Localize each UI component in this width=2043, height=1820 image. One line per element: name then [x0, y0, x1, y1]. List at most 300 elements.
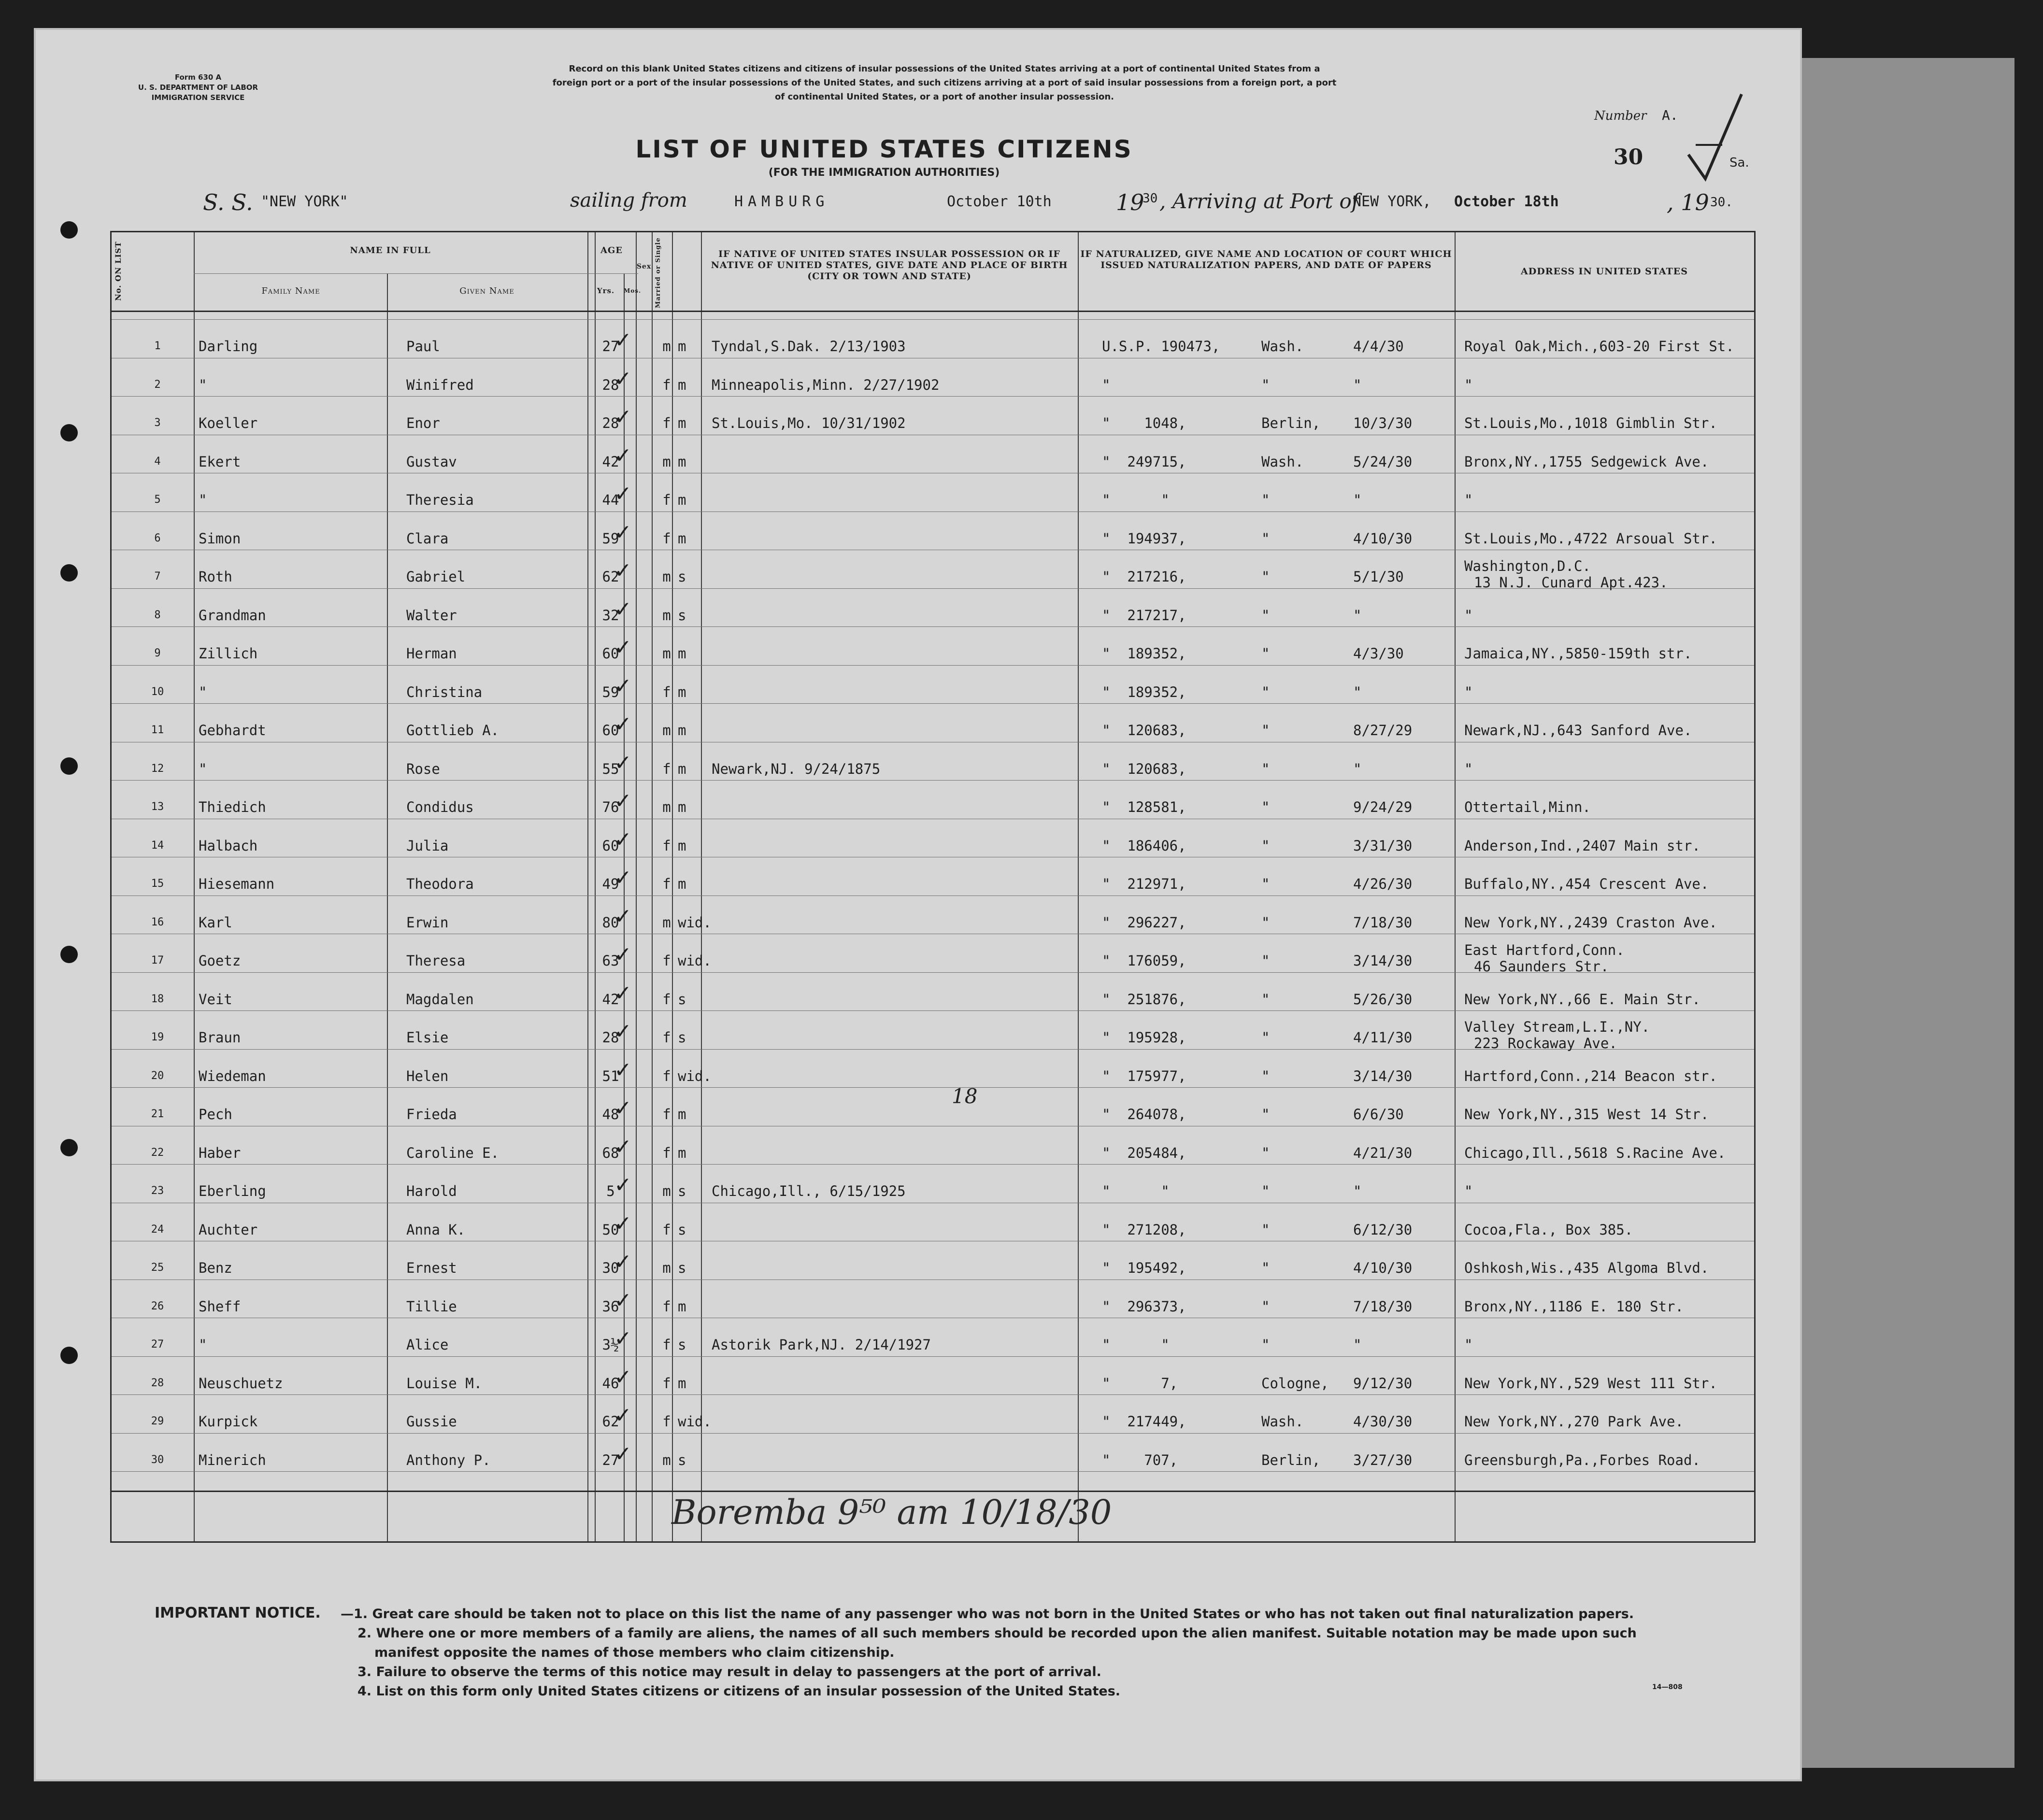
cell-addr2: 223 Rockaway Ave. [1474, 1035, 1617, 1052]
number-label: Number [1594, 109, 1647, 123]
cell-sex: f [662, 953, 671, 969]
col-address: ADDRESS IN UNITED STATES [1521, 266, 1688, 277]
cell-nat-date: 4/21/30 [1353, 1144, 1413, 1161]
cell-nat-num: " 194937, [1102, 530, 1186, 547]
cell-family: Haber [199, 1144, 241, 1161]
cell-nat-court: Berlin, [1261, 1451, 1321, 1468]
cell-addr2: 46 Saunders Str. [1474, 958, 1609, 975]
cell-addr1: " [1464, 1337, 1473, 1353]
cell-nat-date: 4/3/30 [1353, 645, 1404, 662]
cell-marital: m [678, 799, 686, 815]
cell-nat-num: " 296227, [1102, 914, 1186, 931]
cell-given: Christina [406, 683, 483, 700]
cell-nat-court: " [1261, 492, 1270, 508]
cell-addr1: Cocoa,Fla., Box 385. [1464, 1221, 1633, 1238]
record-line: Record on this blank United States citizens and citizens of insular possessions of the United States arriving at a port of continental United States from a [569, 64, 1320, 74]
col-no-on-list: No. ON LIST [114, 241, 123, 301]
cell-no: 12 [151, 762, 164, 775]
cell-nat-court: " [1261, 683, 1270, 700]
punch-hole [60, 1139, 78, 1156]
cell-yrs: 62 [602, 1413, 619, 1430]
cell-family: Darling [199, 338, 258, 355]
check-mark-icon: ✓ [614, 904, 632, 929]
cell-nat-date: 4/10/30 [1353, 530, 1413, 547]
departure-date: October 10th [947, 193, 1052, 210]
cell-given: Gustav [406, 453, 457, 470]
cell-nat-num: " 264078, [1102, 1106, 1186, 1123]
sheet-suffix: Sa. [1729, 156, 1749, 170]
cell-addr1: Bronx,NY.,1186 E. 180 Str. [1464, 1298, 1684, 1315]
cell-marital: s [678, 991, 686, 1008]
cell-addr1: Oshkosh,Wis.,435 Algoma Blvd. [1464, 1260, 1709, 1276]
col-name-in-full: NAME IN FULL [350, 245, 431, 256]
cell-given: Winifred [406, 376, 474, 393]
cell-family: Simon [199, 530, 241, 547]
cell-no: 11 [151, 724, 164, 736]
cell-no: 17 [151, 954, 164, 967]
cell-nat-num: " 195928, [1102, 1029, 1186, 1046]
cell-marital: m [678, 837, 686, 854]
cell-nat-date: 3/14/30 [1353, 1067, 1413, 1084]
check-mark-icon: ✓ [614, 981, 632, 1006]
cell-given: Frieda [406, 1106, 457, 1123]
cell-family: " [199, 1337, 207, 1353]
cell-nat-date: 10/3/30 [1353, 415, 1413, 431]
cell-birth: Tyndal,S.Dak. 2/13/1903 [712, 338, 906, 355]
cell-nat-date: 4/4/30 [1353, 338, 1404, 355]
notice-item-3: 3. Failure to observe the terms of this notice may result in delay to passengers at the port of arrival. [357, 1664, 1101, 1679]
cell-nat-court: Cologne, [1261, 1375, 1329, 1392]
form-code: 14—808 [1652, 1683, 1683, 1691]
cell-marital: m [678, 492, 686, 508]
cell-yrs: 76 [602, 799, 619, 815]
cell-birth: Newark,NJ. 9/24/1875 [712, 760, 881, 777]
cell-marital: s [678, 1451, 686, 1468]
cell-nat-court: " [1261, 1221, 1270, 1238]
check-mark-icon: ✓ [614, 942, 632, 967]
cell-birth: Chicago,Ill., 6/15/1925 [712, 1183, 906, 1199]
check-mark-icon: ✓ [614, 1211, 632, 1236]
cell-yrs: 80 [602, 914, 619, 931]
cell-marital: wid. [678, 1067, 712, 1084]
cell-no: 1 [154, 340, 161, 352]
cell-nat-date: 4/10/30 [1353, 1260, 1413, 1276]
cell-no: 27 [151, 1338, 164, 1351]
cell-nat-num: " 251876, [1102, 991, 1186, 1008]
cell-nat-num: " " [1102, 1337, 1170, 1353]
punch-hole [60, 424, 78, 441]
cell-nat-date: 6/6/30 [1353, 1106, 1404, 1123]
cell-marital: wid. [678, 953, 712, 969]
cell-given: Paul [406, 338, 440, 355]
cell-no: 5 [154, 494, 161, 506]
cell-sex: m [662, 1183, 671, 1199]
cell-nat-court: " [1261, 1067, 1270, 1084]
cell-sex: f [662, 1413, 671, 1430]
check-mark-icon: ✓ [614, 482, 632, 506]
check-mark-icon: ✓ [614, 1441, 632, 1466]
cell-given: Anna K. [406, 1221, 466, 1238]
cell-nat-court: " [1261, 799, 1270, 815]
col-birth-place: IF NATIVE OF UNITED STATES INSULAR POSSESSION OR IF NATIVE OF UNITED STATES, GIVE DATE AND PLACE OF BIRTH (CITY OR TOWN AND STATE) [711, 249, 1068, 282]
cell-family: Minerich [199, 1451, 266, 1468]
cell-nat-date: 4/11/30 [1353, 1029, 1413, 1046]
cell-yrs: 3½ [602, 1337, 619, 1353]
cell-nat-date: 5/26/30 [1353, 991, 1413, 1008]
cell-family: Gebhardt [199, 722, 266, 739]
cell-addr1: Bronx,NY.,1755 Sedgewick Ave. [1464, 453, 1709, 470]
cell-nat-num: " " [1102, 1183, 1170, 1199]
ship-name: "NEW YORK" [261, 193, 348, 210]
cell-sex: f [662, 1298, 671, 1315]
cell-nat-court: " [1261, 645, 1270, 662]
cell-family: Pech [199, 1106, 232, 1123]
cell-nat-num: " 195492, [1102, 1260, 1186, 1276]
cell-marital: m [678, 1106, 686, 1123]
cell-given: Caroline E. [406, 1144, 500, 1161]
cell-no: 28 [151, 1377, 164, 1389]
cell-nat-court: " [1261, 1298, 1270, 1315]
cell-addr1: New York,NY.,529 West 111 Str. [1464, 1375, 1717, 1392]
cell-no: 23 [151, 1185, 164, 1197]
cell-no: 14 [151, 839, 164, 852]
cell-yrs: 36 [602, 1298, 619, 1315]
cell-yrs: 30 [602, 1260, 619, 1276]
cell-family: " [199, 760, 207, 777]
cell-marital: m [678, 338, 686, 355]
cell-yrs: 44 [602, 492, 619, 508]
cell-given: Theodora [406, 876, 474, 892]
cell-no: 6 [154, 532, 161, 544]
cell-addr1: Greensburgh,Pa.,Forbes Road. [1464, 1451, 1700, 1468]
cell-marital: wid. [678, 1413, 712, 1430]
cell-nat-court: " [1261, 1260, 1270, 1276]
cell-yrs: 48 [602, 1106, 619, 1123]
cell-no: 10 [151, 685, 164, 698]
cell-marital: s [678, 607, 686, 624]
cell-yrs: 60 [602, 722, 619, 739]
cell-given: Ernest [406, 1260, 457, 1276]
cell-nat-num: " 186406, [1102, 837, 1186, 854]
cell-yrs: 60 [602, 837, 619, 854]
cell-marital: s [678, 1029, 686, 1046]
cell-given: Gottlieb A. [406, 722, 500, 739]
col-age: AGE [600, 245, 623, 256]
cell-addr2: 13 N.J. Cunard Apt.423. [1474, 574, 1668, 591]
check-mark-icon: ✓ [614, 328, 632, 353]
cell-nat-date: 6/12/30 [1353, 1221, 1413, 1238]
cell-nat-date: 8/27/29 [1353, 722, 1413, 739]
check-mark-icon: ✓ [614, 597, 632, 622]
check-mark-icon: ✓ [614, 1288, 632, 1313]
check-mark-icon: ✓ [614, 750, 632, 775]
cell-sex: f [662, 837, 671, 854]
record-instructions [386, 62, 1502, 104]
punch-hole [60, 1347, 78, 1364]
cell-given: Erwin [406, 914, 449, 931]
cell-nat-date: 7/18/30 [1353, 1298, 1413, 1315]
cell-nat-court: " [1261, 876, 1270, 892]
cell-nat-date: " [1353, 607, 1362, 624]
form-number: Form 630 A [174, 73, 222, 82]
cell-nat-date: 4/26/30 [1353, 876, 1413, 892]
departure-port: HAMBURG [734, 193, 829, 210]
cell-sex: f [662, 1067, 671, 1084]
check-mark-icon: ✓ [614, 1326, 632, 1351]
cell-birth: St.Louis,Mo. 10/31/1902 [712, 415, 906, 431]
cell-no: 18 [151, 993, 164, 1005]
cell-no: 15 [151, 878, 164, 890]
arrival-port: NEW YORK, [1353, 193, 1431, 210]
cell-given: Condidus [406, 799, 474, 815]
cell-nat-num: " [1102, 376, 1111, 393]
cell-yrs: 68 [602, 1144, 619, 1161]
cell-yrs: 27 [602, 1451, 619, 1468]
cell-nat-court: " [1261, 1106, 1270, 1123]
record-line: of continental United States, or a port of another insular possession. [775, 92, 1114, 102]
number-value: A. [1662, 107, 1678, 123]
cell-no: 25 [151, 1262, 164, 1274]
cell-yrs: 50 [602, 1221, 619, 1238]
cell-given: Enor [406, 415, 440, 431]
cell-nat-date: 5/1/30 [1353, 569, 1404, 585]
cell-nat-date: " [1353, 1183, 1362, 1199]
col-sex: Sex [636, 263, 652, 270]
cell-sex: m [662, 453, 671, 470]
cell-given: Helen [406, 1067, 449, 1084]
check-mark-icon: ✓ [614, 366, 632, 391]
cell-marital: m [678, 1375, 686, 1392]
cell-addr1: " [1464, 1183, 1473, 1199]
cell-addr1: Royal Oak,Mich.,603-20 First St. [1464, 338, 1734, 355]
cell-nat-num: " 271208, [1102, 1221, 1186, 1238]
cell-nat-court: Wash. [1261, 453, 1304, 470]
inspector-stamp: Boremba 9⁵⁰ am 10/18/30 [671, 1493, 1112, 1532]
cell-yrs: 27 [602, 338, 619, 355]
cell-family: " [199, 492, 207, 508]
cell-given: Clara [406, 530, 449, 547]
cell-given: Harold [406, 1183, 457, 1199]
check-mark-icon: ✓ [614, 405, 632, 429]
cell-nat-court: Berlin, [1261, 415, 1321, 431]
notice-item-2-cont: manifest opposite the names of those members who claim citizenship. [374, 1645, 895, 1660]
cell-nat-court: " [1261, 569, 1270, 585]
cell-nat-court: " [1261, 1144, 1270, 1161]
cell-nat-num: " 249715, [1102, 453, 1186, 470]
notice-heading: IMPORTANT NOTICE. [155, 1605, 321, 1621]
cell-nat-num: " 217216, [1102, 569, 1186, 585]
sailing-label: sailing from [570, 189, 687, 212]
check-mark-icon: ✓ [614, 1134, 632, 1159]
cell-no: 21 [151, 1108, 164, 1120]
departure-year: 30 [1143, 191, 1158, 206]
cell-addr1: New York,NY.,270 Park Ave. [1464, 1413, 1684, 1430]
cell-family: Wiedeman [199, 1067, 266, 1084]
arrival-date: October 18th [1454, 193, 1559, 210]
cell-addr1: " [1464, 376, 1473, 393]
cell-family: Thiedich [199, 799, 266, 815]
cell-birth: Minneapolis,Minn. 2/27/1902 [712, 376, 940, 393]
cell-marital: m [678, 1298, 686, 1315]
cell-addr1: New York,NY.,66 E. Main Str. [1464, 991, 1700, 1008]
cell-yrs: 42 [602, 453, 619, 470]
cell-yrs: 59 [602, 530, 619, 547]
cell-nat-num: " 120683, [1102, 760, 1186, 777]
cell-addr1: St.Louis,Mo.,1018 Gimblin Str. [1464, 415, 1717, 431]
cell-addr1: Buffalo,NY.,454 Crescent Ave. [1464, 876, 1709, 892]
cell-sex: f [662, 991, 671, 1008]
check-mark-icon: ✓ [614, 443, 632, 468]
cell-no: 20 [151, 1069, 164, 1082]
arrival-year: 30. [1710, 195, 1733, 210]
cell-nat-num: " 212971, [1102, 876, 1186, 892]
col-years: Yrs. [597, 286, 615, 295]
year-prefix: , 19 [1667, 189, 1709, 215]
cell-nat-num: " 189352, [1102, 645, 1186, 662]
cell-yrs: 28 [602, 376, 619, 393]
check-mark-icon: ✓ [614, 827, 632, 852]
cell-nat-court: " [1261, 722, 1270, 739]
cell-addr1: East Hartford,Conn. [1464, 942, 1625, 958]
cell-no: 4 [154, 455, 161, 468]
cell-sex: m [662, 338, 671, 355]
cell-family: Sheff [199, 1298, 241, 1315]
cell-addr1: Hartford,Conn.,214 Beacon str. [1464, 1067, 1717, 1084]
cell-nat-date: 3/27/30 [1353, 1451, 1413, 1468]
cell-nat-date: " [1353, 1337, 1362, 1353]
cell-addr1: New York,NY.,315 West 14 Str. [1464, 1106, 1709, 1123]
cell-addr1: Chicago,Ill.,5618 S.Racine Ave. [1464, 1144, 1726, 1161]
cell-nat-date: 9/24/29 [1353, 799, 1413, 815]
cell-family: Grandman [199, 607, 266, 624]
check-mark-icon: ✓ [614, 1365, 632, 1390]
cell-addr1: " [1464, 683, 1473, 700]
cell-nat-court: " [1261, 376, 1270, 393]
cell-given: Theresa [406, 953, 466, 969]
check-mark-icon: ✓ [614, 1250, 632, 1274]
cell-marital: m [678, 645, 686, 662]
sheet-number: 30 [1614, 145, 1643, 170]
cell-marital: m [678, 722, 686, 739]
backing-board [1787, 58, 2014, 1768]
cell-family: Karl [199, 914, 232, 931]
cell-nat-num: " 175977, [1102, 1067, 1186, 1084]
col-married-single: Married or Single [655, 237, 662, 309]
year-prefix: 19 [1116, 189, 1144, 215]
cell-marital: m [678, 876, 686, 892]
cell-sex: f [662, 1337, 671, 1353]
cell-nat-date: " [1353, 376, 1362, 393]
check-mark-icon: ✓ [614, 1019, 632, 1044]
cell-sex: f [662, 492, 671, 508]
punch-hole [60, 221, 78, 239]
check-mark-icon: ✓ [614, 558, 632, 583]
cell-family: Ekert [199, 453, 241, 470]
cell-family: Benz [199, 1260, 232, 1276]
cell-family: Veit [199, 991, 232, 1008]
cell-family: Koeller [199, 415, 258, 431]
cell-nat-court: " [1261, 953, 1270, 969]
cell-no: 30 [151, 1453, 164, 1466]
cell-nat-num: U.S.P. 190473, [1102, 338, 1220, 355]
cell-nat-court: " [1261, 530, 1270, 547]
cell-nat-num: " " [1102, 492, 1170, 508]
cell-yrs: 60 [602, 645, 619, 662]
cell-nat-date: " [1353, 760, 1362, 777]
cell-family: Zillich [199, 645, 258, 662]
cell-given: Julia [406, 837, 449, 854]
cell-given: Gussie [406, 1413, 457, 1430]
cell-yrs: 62 [602, 569, 619, 585]
cell-given: Gabriel [406, 569, 466, 585]
cell-sex: m [662, 569, 671, 585]
form-identifier [118, 72, 278, 103]
cell-given: Theresia [406, 492, 474, 508]
cell-sex: f [662, 1221, 671, 1238]
cell-addr1: St.Louis,Mo.,4722 Arsoual Str. [1464, 530, 1717, 547]
cell-yrs: 49 [602, 876, 619, 892]
cell-nat-court: " [1261, 1183, 1270, 1199]
cell-nat-num: " 707, [1102, 1451, 1178, 1468]
ss-label: S. S. [203, 189, 253, 215]
page-title: LIST OF UNITED STATES CITIZENS [635, 135, 1133, 163]
cell-family: Roth [199, 569, 232, 585]
arriving-label: , Arriving at Port of [1159, 189, 1359, 213]
col-months: Mos. [624, 287, 642, 294]
col-given-name: Given Name [459, 286, 514, 296]
cell-no: 13 [151, 801, 164, 813]
cell-nat-num: " 120683, [1102, 722, 1186, 739]
cell-nat-court: " [1261, 837, 1270, 854]
check-mark-icon: ✓ [614, 520, 632, 545]
margin-note: 18 [952, 1084, 978, 1108]
cell-sex: f [662, 1106, 671, 1123]
cell-marital: s [678, 1183, 686, 1199]
cell-no: 24 [151, 1223, 164, 1236]
cell-sex: m [662, 722, 671, 739]
cell-yrs: 51 [602, 1067, 619, 1084]
cell-birth: Astorik Park,NJ. 2/14/1927 [712, 1337, 931, 1353]
cell-nat-court: " [1261, 760, 1270, 777]
cell-addr1: Anderson,Ind.,2407 Main str. [1464, 837, 1700, 854]
cell-given: Tillie [406, 1298, 457, 1315]
pen-check-mark-icon [1686, 92, 1744, 184]
cell-sex: m [662, 1451, 671, 1468]
notice-item-1: —1. Great care should be taken not to place on this list the name of any passenger who was not born in the United States or who has not taken out final naturalization papers. [341, 1607, 1634, 1621]
cell-given: Anthony P. [406, 1451, 491, 1468]
cell-family: Neuschuetz [199, 1375, 283, 1392]
cell-nat-court: " [1261, 1337, 1270, 1353]
cell-marital: m [678, 453, 686, 470]
check-mark-icon: ✓ [614, 1173, 632, 1197]
cell-sex: f [662, 683, 671, 700]
cell-nat-num: " 217449, [1102, 1413, 1186, 1430]
cell-yrs: 46 [602, 1375, 619, 1392]
cell-nat-num: " 217217, [1102, 607, 1186, 624]
cell-nat-num: " 205484, [1102, 1144, 1186, 1161]
cell-marital: s [678, 1221, 686, 1238]
cell-family: Halbach [199, 837, 258, 854]
cell-nat-court: " [1261, 914, 1270, 931]
col-family-name: Family Name [261, 286, 320, 296]
page-subtitle: (FOR THE IMMIGRATION AUTHORITIES) [768, 167, 1000, 179]
cell-given: Magdalen [406, 991, 474, 1008]
cell-addr1: Ottertail,Minn. [1464, 799, 1591, 815]
service-name: IMMIGRATION SERVICE [151, 93, 245, 102]
cell-given: Elsie [406, 1029, 449, 1046]
cell-nat-court: Wash. [1261, 1413, 1304, 1430]
notice-item-2: 2. Where one or more members of a family are aliens, the names of all such members should be recorded upon the alien manifest. Suitable notation may be made upon such [357, 1626, 1637, 1641]
